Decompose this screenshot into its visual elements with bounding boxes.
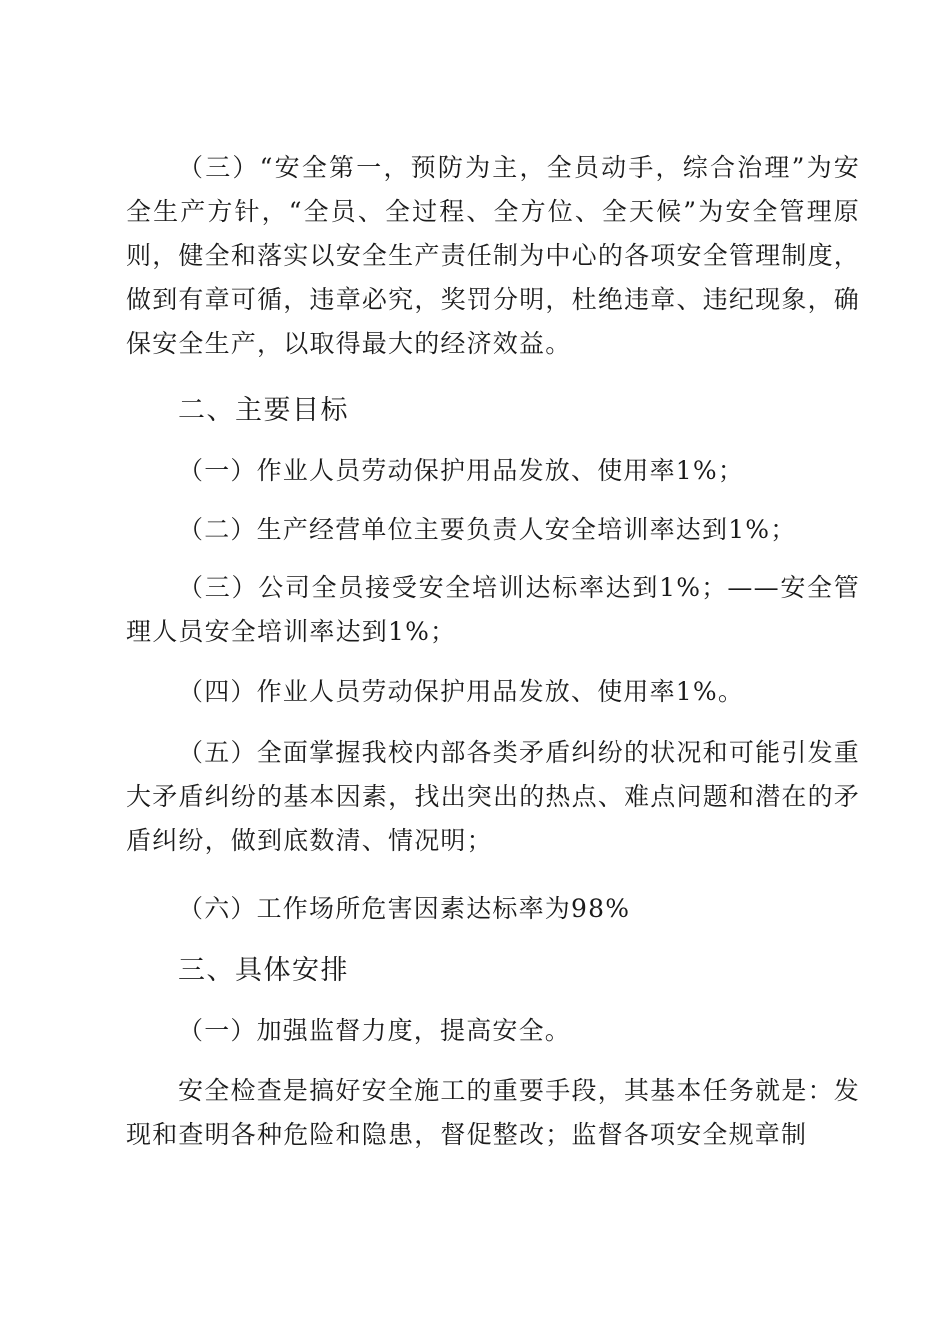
paragraph-safety-inspection: 安全检查是搞好安全施工的重要手段，其基本任务就是：发现和查明各种危险和隐患，督促整改；监督各项安全规章制 — [126, 1076, 860, 1149]
paragraph-safety-policy: （三）“安全第一，预防为主，全员动手，综合治理”为安全生产方针，“全员、全过程、全方位、全天候”为安全管理原则，健全和落实以安全生产责任制为中心的各项安全管理制度，做到有章可循，违章必究，奖罚分明，杜绝违章、违纪现象，确保安全生产，以取得最大的经济效益。 — [126, 153, 860, 358]
section-heading-main-goals: 二、主要目标 — [178, 395, 349, 426]
goal-item-5: （五）全面掌握我校内部各类矛盾纠纷的状况和可能引发重大矛盾纠纷的基本因素，找出突出的热点、难点问题和潜在的矛盾纠纷，做到底数清、情况明； — [126, 738, 860, 855]
goal-item-4: （四）作业人员劳动保护用品发放、使用率1%。 — [178, 677, 745, 706]
section-heading-arrangements: 三、具体安排 — [178, 955, 349, 986]
arrangement-item-1: （一）加强监督力度，提高安全。 — [178, 1016, 572, 1045]
goal-item-2: （二）生产经营单位主要负责人安全培训率达到1%； — [178, 515, 797, 544]
goal-item-6: （六）工作场所危害因素达标率为98% — [178, 894, 631, 923]
goal-item-3: （三）公司全员接受安全培训达标率达到1%；——安全管理人员安全培训率达到1%； — [126, 573, 860, 646]
goal-item-1: （一）作业人员劳动保护用品发放、使用率1%； — [178, 456, 745, 485]
